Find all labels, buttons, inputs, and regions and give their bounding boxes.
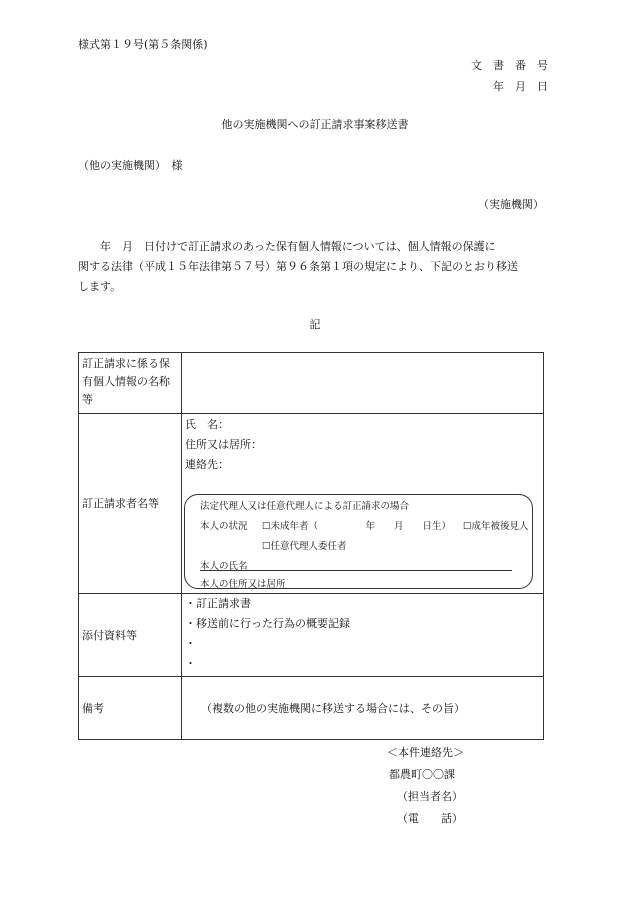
- body-line: します。: [78, 280, 122, 293]
- table-row: [79, 353, 544, 414]
- proxy-agent-checkbox: ☐任意代理人委任者: [262, 541, 347, 552]
- table-row: [79, 594, 544, 677]
- proxy-address-label: 本人の住所又は居所: [200, 579, 286, 590]
- proxy-title: 法定代理人又は任意代理人による訂正請求の場合: [200, 501, 410, 512]
- ki-heading: 記: [309, 318, 321, 331]
- list-item: ・訂正請求書: [185, 597, 251, 610]
- label-line: 訂正請求に係る保: [82, 357, 170, 370]
- contact-heading: ＜本件連絡先＞: [387, 746, 464, 759]
- document-title: 他の実施機関への訂正請求事案移送書: [221, 118, 409, 131]
- list-item: ・: [185, 637, 196, 650]
- proxy-name-underline: [200, 570, 512, 571]
- addressee: （他の実施機関） 様: [78, 159, 183, 172]
- name-of-info-label: [79, 353, 182, 414]
- remarks-value: （複数の他の実施機関に移送する場合には、その旨）: [182, 677, 544, 740]
- contact-person: （担当者名）: [397, 790, 463, 803]
- document-date: 年 月 日: [493, 80, 548, 93]
- body-line: 関する法律（平成１５年法律第５７号）第９６条第１項の規定により、下記のとおり移送: [78, 260, 518, 273]
- attachments-value: [182, 594, 544, 677]
- remarks-label: 備考: [79, 677, 182, 740]
- body-text: [78, 237, 518, 297]
- proxy-minor-checkbox: ☐未成年者（ 年 月 日生）: [262, 521, 452, 532]
- requester-contact: 連絡先：: [185, 458, 229, 471]
- proxy-name-label: 本人の氏名: [200, 561, 248, 572]
- requester-label: 訂正請求者名等: [79, 414, 182, 594]
- list-item: ・移送前に行った行為の概要記録: [185, 617, 350, 630]
- document-number: 文 書 番 号: [471, 59, 548, 72]
- requester-name: 氏 名：: [185, 418, 229, 431]
- requester-address: 住所又は居所：: [185, 438, 262, 451]
- label-line: 有個人情報の名称: [82, 375, 170, 388]
- name-of-info-value: [182, 353, 544, 414]
- contact-phone: （電 話）: [397, 812, 463, 825]
- sender: （実施機関）: [478, 198, 544, 211]
- proxy-status-label: 本人の状況: [200, 521, 248, 532]
- proxy-guardian-checkbox: ☐成年被後見人: [463, 521, 529, 532]
- table-row: [79, 677, 544, 740]
- form-number: 様式第１９号(第５条関係): [78, 38, 208, 51]
- contact-dept: 都農町〇〇課: [389, 768, 455, 781]
- list-item: ・: [185, 657, 196, 670]
- attachments-label: 添付資料等: [79, 594, 182, 677]
- label-line: 等: [82, 393, 93, 406]
- body-line: 年 月 日付けで訂正請求のあった保有個人情報については、個人情報の保護に: [78, 240, 496, 253]
- proxy-address-underline: [200, 588, 512, 589]
- contact-block: [387, 742, 464, 830]
